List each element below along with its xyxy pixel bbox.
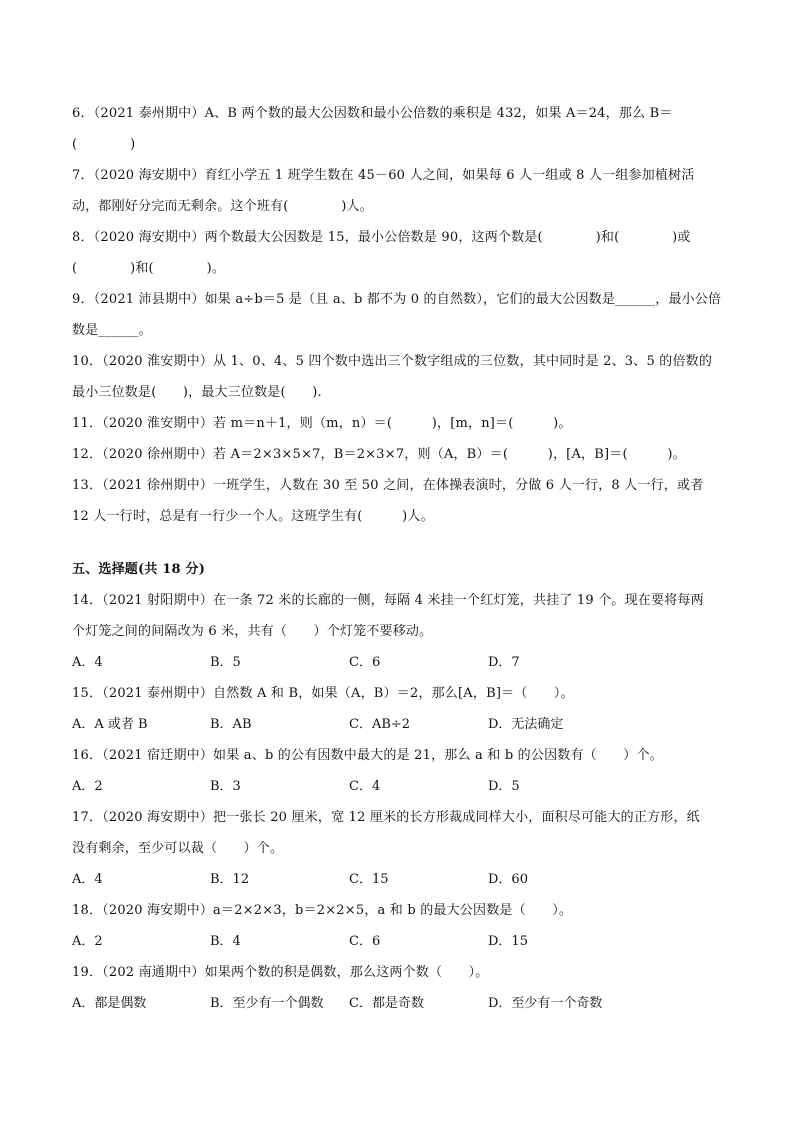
options-row xyxy=(72,866,722,897)
question-line: 12．（2020 徐州期中）若 A＝2×3×5×7，B＝2×3×7，则（A，B）＝( )，[A，B]＝( )。 xyxy=(72,447,686,462)
question-line: 数是______。 xyxy=(72,323,152,338)
question-15 xyxy=(72,680,722,742)
question-line: 9．（2021 沛县期中）如果 a÷b＝5 是（且 a、b 都不为 0 的自然数），它们的最大公因数是______，最小公倍 xyxy=(72,292,722,307)
question-line: 18．（2020 海安期中）a＝2×2×3，b＝2×2×5，a 和 b 的最大公因数是（ ）。 xyxy=(72,903,573,918)
option-b: B．12 xyxy=(210,872,250,887)
question-line: 16．（2021 宿迁期中）如果 a、b 的公有因数中最大的是 21，那么 a 和 b 的公因数有（ ）个。 xyxy=(72,748,663,763)
question-line: 8．（2020 海安期中）两个数最大公因数是 15，最小公倍数是 90，这两个数是( )和( )或 xyxy=(72,230,691,245)
question-line: ( )和( )。 xyxy=(72,261,226,276)
option-d: D．无法确定 xyxy=(488,717,564,732)
question-line: 11．（2020 淮安期中）若 m＝n＋1，则（m，n）＝( )，[m，n]＝( )。 xyxy=(72,416,572,431)
option-c: C．6 xyxy=(349,655,381,670)
option-c: C．4 xyxy=(349,779,381,794)
question-7 xyxy=(72,162,722,224)
question-line: ( ) xyxy=(72,137,136,152)
question-16 xyxy=(72,742,722,804)
options-row xyxy=(72,711,722,742)
question-18 xyxy=(72,897,722,959)
option-a: A．4 xyxy=(72,872,103,887)
options-row xyxy=(72,928,722,959)
question-line: 17．（2020 海安期中）把一张长 20 厘米，宽 12 厘米的长方形裁成同样大小，面积尽可能大的正方形，纸 xyxy=(72,810,700,825)
question-line: 13．（2021 徐州期中）一班学生，人数在 30 至 50 之间，在体操表演时，分做 6 人一行，8 人一行，或者 xyxy=(72,478,704,493)
options-row xyxy=(72,990,722,1021)
option-c: C．AB÷2 xyxy=(349,717,411,732)
option-a: A．2 xyxy=(72,779,103,794)
question-10 xyxy=(72,348,722,410)
option-d: D．60 xyxy=(488,872,528,887)
option-b: B．4 xyxy=(210,934,241,949)
question-line: 6．（2021 泰州期中）A、B 两个数的最大公因数和最小公倍数的乘积是 432，如果 A＝24，那么 B＝ xyxy=(72,106,673,121)
fill-in-questions xyxy=(72,100,722,534)
question-line: 12 人一行时，总是有一行少一个人。这班学生有( )人。 xyxy=(72,509,434,524)
option-a: A．A 或者 B xyxy=(72,717,148,732)
section-title: 五、选择题(共 18 分) xyxy=(72,562,206,577)
question-8 xyxy=(72,224,722,286)
option-b: B．3 xyxy=(210,779,241,794)
question-line: 19．（202 南通期中）如果两个数的积是偶数，那么这两个数（ ）。 xyxy=(72,965,489,980)
choice-questions xyxy=(72,587,722,1021)
question-13 xyxy=(72,472,722,534)
question-17 xyxy=(72,804,722,897)
question-line: 没有剩余，至少可以裁（ ）个。 xyxy=(72,841,284,856)
option-b: B．AB xyxy=(210,717,252,732)
question-line: 最小三位数是( )，最大三位数是( ). xyxy=(72,385,322,400)
question-line: 动，都刚好分完而无剩余。这个班有( )人。 xyxy=(72,199,373,214)
question-19 xyxy=(72,959,722,1021)
option-c: C．15 xyxy=(349,872,389,887)
option-d: D．至少有一个奇数 xyxy=(488,996,603,1011)
document-page xyxy=(72,100,722,1021)
question-12 xyxy=(72,441,722,472)
option-a: A．4 xyxy=(72,655,103,670)
question-line: 个灯笼之间的间隔改为 6 米，共有（ ）个灯笼不要移动。 xyxy=(72,624,433,639)
question-line: 7．（2020 海安期中）育红小学五 1 班学生数在 45－60 人之间，如果每 6 人一组或 8 人一组参加植树活 xyxy=(72,168,695,183)
question-9 xyxy=(72,286,722,348)
option-c: C．都是奇数 xyxy=(349,996,424,1011)
question-line: 14．（2021 射阳期中）在一条 72 米的长廊的一侧，每隔 4 米挂一个红灯笼，共挂了 19 个。现在要将每两 xyxy=(72,593,704,608)
option-d: D．15 xyxy=(488,934,528,949)
option-b: B．至少有一个偶数 xyxy=(210,996,324,1011)
option-d: D．7 xyxy=(488,655,520,670)
options-row xyxy=(72,773,722,804)
question-11 xyxy=(72,410,722,441)
question-line: 15．（2021 泰州期中）自然数 A 和 B，如果（A，B）＝2，那么[A，B]＝（ ）。 xyxy=(72,686,574,701)
question-6 xyxy=(72,100,722,162)
option-d: D．5 xyxy=(488,779,520,794)
option-a: A．2 xyxy=(72,934,103,949)
question-14 xyxy=(72,587,722,680)
option-a: A．都是偶数 xyxy=(72,996,147,1011)
option-c: C．6 xyxy=(349,934,381,949)
question-line: 10．（2020 淮安期中）从 1、0、4、5 四个数中选出三个数字组成的三位数，其中同时是 2、3、5 的倍数的 xyxy=(72,354,713,369)
options-row xyxy=(72,649,722,680)
option-b: B．5 xyxy=(210,655,241,670)
